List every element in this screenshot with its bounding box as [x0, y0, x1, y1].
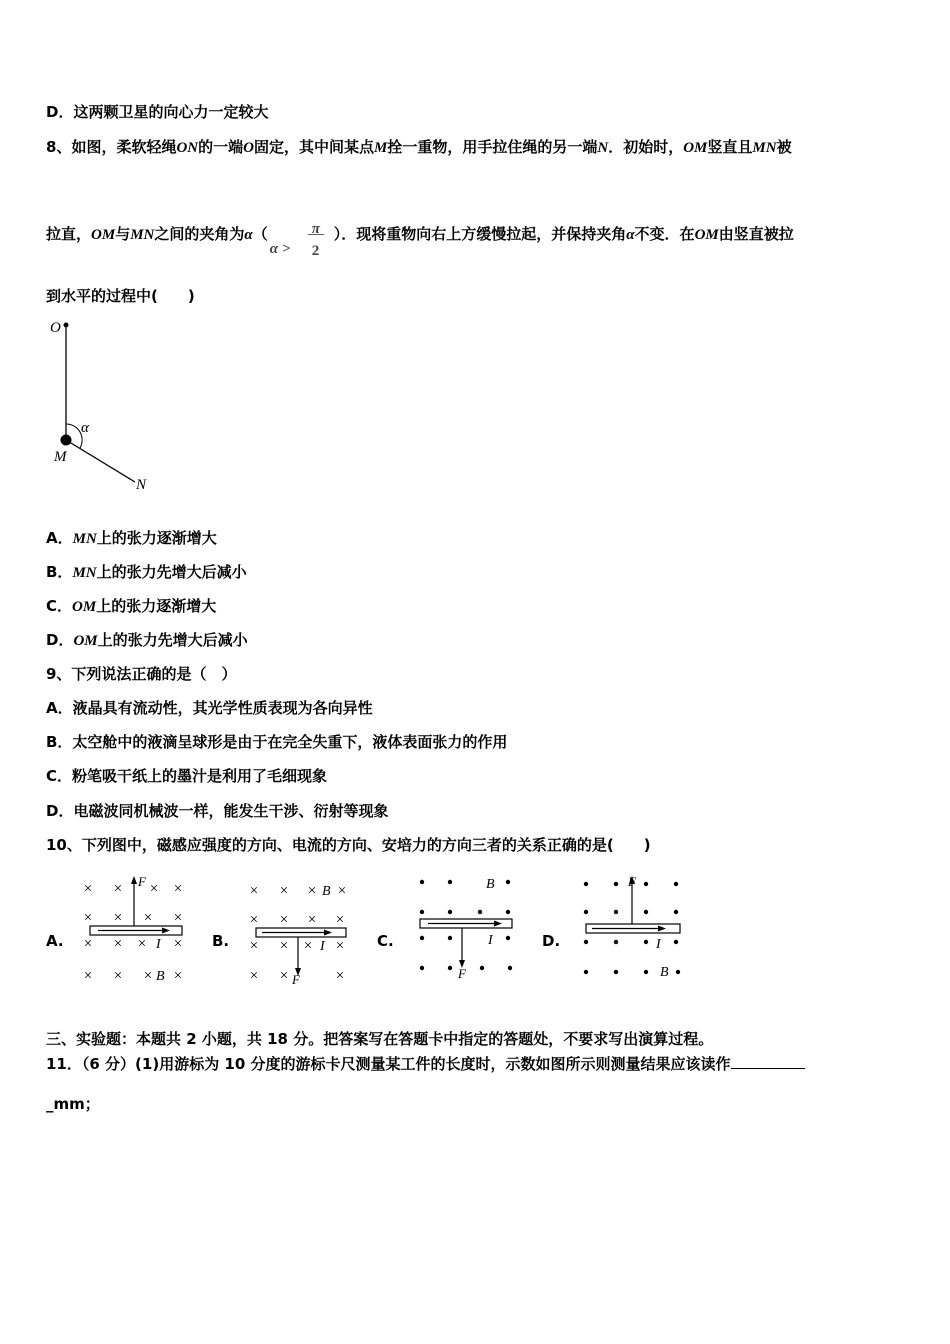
q10-stem: 10、下列图中，磁感应强度的方向、电流的方向、安培力的方向三者的关系正确的是( ) [46, 836, 651, 854]
dot-marker [584, 970, 588, 974]
cross-marker: × [113, 936, 123, 952]
cross-marker: × [173, 910, 183, 926]
q9-option-b: B．太空舱中的液滴呈球形是由于在完全失重下，液体表面张力的作用 [46, 733, 508, 751]
cross-marker: × [83, 910, 93, 926]
label-b: B [156, 969, 165, 984]
cross-marker: × [279, 912, 289, 928]
cross-marker: × [335, 912, 345, 928]
dot-marker [584, 910, 588, 914]
answer-blank[interactable] [731, 1054, 805, 1069]
cross-marker: × [249, 938, 259, 954]
option-text: 上的张力逐渐增大 [96, 597, 217, 615]
dot-marker [614, 910, 618, 914]
cross-marker: × [249, 968, 259, 984]
formula-denominator: 2 [311, 242, 320, 259]
option-letter: B． [46, 563, 73, 581]
label-i: I [320, 939, 325, 954]
dot-marker [448, 936, 452, 940]
rope-mn [66, 440, 135, 482]
dot-marker [674, 910, 678, 914]
var-o: O [243, 140, 254, 156]
var-on: ON [176, 140, 199, 156]
cross-marker: × [279, 883, 289, 899]
option-letter: A． [46, 529, 73, 547]
cross-marker: × [173, 968, 183, 984]
q8-text-2e: 不变．在 [634, 225, 695, 243]
option-var: OM [73, 633, 98, 649]
cross-marker: × [173, 881, 183, 897]
dot-marker [478, 910, 482, 914]
dot-marker [614, 940, 618, 944]
force-arrowhead [131, 876, 137, 884]
var-mn: MN [130, 227, 155, 243]
section3-heading: 三、实验题：本题共 2 小题，共 18 分。把答案写在答题卡中指定的答题处，不要求写出演算过程。 [46, 1030, 714, 1048]
option-var: MN [72, 565, 97, 581]
q8-text-1d: 拴一重物，用手拉住绳的另一端 [387, 138, 598, 156]
label-o: O [50, 320, 61, 336]
q11-number: 11． [46, 1055, 82, 1073]
label-f: F [628, 874, 636, 889]
option-letter: D． [46, 631, 74, 649]
option-var: MN [72, 531, 97, 547]
q9-option-d: D．电磁波同机械波一样，能发生干涉、衍射等现象 [46, 802, 389, 820]
var-alpha: α [626, 227, 635, 243]
cross-marker: × [335, 968, 345, 984]
var-n: N [597, 140, 609, 156]
var-om: OM [694, 227, 719, 243]
label-f: F [292, 972, 300, 987]
q10-figure-b [240, 872, 352, 990]
dot-marker [614, 882, 618, 886]
q10-label-a: A. [46, 932, 64, 950]
q8-text-1g: 被 [776, 138, 792, 156]
dot-marker [506, 910, 510, 914]
var-alpha: α [244, 227, 253, 243]
cross-marker: × [249, 883, 259, 899]
option-letter: C． [46, 597, 73, 615]
q11-stem-cont: _mm； [46, 1095, 100, 1113]
dot-marker [644, 910, 648, 914]
weight-m [61, 435, 72, 446]
dot-marker [674, 940, 678, 944]
q8-text-1e: ．初始时， [608, 138, 684, 156]
cross-marker: × [137, 936, 147, 952]
q8-option-a [46, 528, 217, 549]
var-om: OM [683, 140, 708, 156]
q10-label-d: D. [542, 932, 561, 950]
q8-option-b [46, 562, 247, 583]
dot-marker [644, 940, 648, 944]
q10-figure-d [572, 872, 684, 990]
dot-marker [448, 966, 452, 970]
q9-stem: 9、下列说法正确的是（ ） [46, 665, 237, 683]
dot-marker [584, 940, 588, 944]
option-text: 上的张力先增大后减小 [96, 563, 247, 581]
paren-open: （ [252, 225, 268, 243]
dot-marker [480, 966, 484, 970]
dot-marker [420, 880, 424, 884]
cross-marker: × [143, 968, 153, 984]
var-om: OM [91, 227, 116, 243]
cross-marker: × [83, 968, 93, 984]
q8-text-1b: 的一端 [198, 138, 244, 156]
q8-stem-line2 [46, 212, 794, 257]
var-m: M [374, 140, 388, 156]
cross-marker: × [279, 938, 289, 954]
cross-marker: × [113, 968, 123, 984]
cross-marker: × [83, 936, 93, 952]
angle-condition-formula [270, 213, 332, 257]
q10-figure-a [76, 872, 188, 990]
option-text: 上的张力先增大后减小 [97, 631, 248, 649]
dot-marker [676, 970, 680, 974]
formula-lhs: α > [269, 240, 291, 257]
q11-stem [46, 1054, 805, 1074]
dot-marker [448, 880, 452, 884]
dot-marker [448, 910, 452, 914]
label-n: N [136, 477, 147, 493]
dot-marker [644, 882, 648, 886]
cross-marker: × [249, 912, 259, 928]
label-alpha: α [81, 420, 89, 436]
label-f: F [458, 966, 466, 981]
q9-option-a: A．液晶具有流动性，其光学性质表现为各向异性 [46, 699, 373, 717]
q8-text-2b: 与 [115, 225, 131, 243]
q8-stem-line3: 到水平的过程中( ) [46, 287, 195, 305]
q10-label-b: B. [212, 932, 230, 950]
label-i: I [656, 937, 661, 952]
label-f: F [138, 874, 146, 889]
q9-option-c: C．粉笔吸干纸上的墨汁是利用了毛细现象 [46, 767, 328, 785]
dot-marker [584, 882, 588, 886]
dot-marker [420, 910, 424, 914]
dot-marker [508, 966, 512, 970]
q11-text: (1)用游标为 10 分度的游标卡尺测量某工件的长度时，示数如图所示则测量结果应该读作 [135, 1055, 731, 1073]
cross-marker: × [307, 883, 317, 899]
q8-text-2c: 之间的夹角为 [154, 225, 245, 243]
cross-marker: × [173, 936, 183, 952]
q8-text-1a: 如图，柔软轻绳 [71, 138, 177, 156]
q7-option-d: D．这两颗卫星的向心力一定较大 [46, 103, 269, 121]
q8-text-2f: 由竖直被拉 [718, 225, 794, 243]
cross-marker: × [303, 938, 313, 954]
cross-marker: × [113, 881, 123, 897]
q8-stem-line1 [46, 137, 792, 158]
label-b: B [660, 965, 669, 980]
dot-marker [674, 882, 678, 886]
q8-option-c [46, 596, 216, 617]
label-m: M [54, 449, 67, 465]
q8-text-2d: ）．现将重物向右上方缓慢拉起，并保持夹角 [333, 225, 627, 243]
cross-marker: × [143, 910, 153, 926]
cross-marker: × [113, 910, 123, 926]
label-b: B [322, 884, 331, 899]
cross-marker: × [149, 881, 159, 897]
option-text: 上的张力逐渐增大 [96, 529, 217, 547]
label-i: I [156, 937, 161, 952]
dot-marker [506, 880, 510, 884]
dot-marker [644, 970, 648, 974]
dot-marker [420, 936, 424, 940]
dot-marker [614, 970, 618, 974]
option-var: OM [72, 599, 97, 615]
dot-marker [420, 966, 424, 970]
q10-label-c: C. [377, 932, 394, 950]
q8-text-2a: 拉直， [46, 225, 92, 243]
formula-numerator: π [311, 220, 320, 237]
cross-marker: × [83, 881, 93, 897]
label-i: I [488, 933, 493, 948]
q8-text-1f: 竖直且 [707, 138, 753, 156]
var-mn: MN [752, 140, 777, 156]
q10-figure-c [410, 872, 522, 990]
cross-marker: × [335, 938, 345, 954]
q8-rope-diagram [40, 312, 170, 497]
cross-marker: × [307, 912, 317, 928]
dot-marker [506, 936, 510, 940]
cross-marker: × [279, 968, 289, 984]
cross-marker: × [337, 883, 347, 899]
q8-number: 8、 [46, 138, 72, 156]
label-b: B [486, 877, 495, 892]
q11-score: （6 分） [81, 1055, 136, 1073]
q8-text-1c: 固定，其中间某点 [253, 138, 374, 156]
q8-option-d [46, 630, 248, 651]
